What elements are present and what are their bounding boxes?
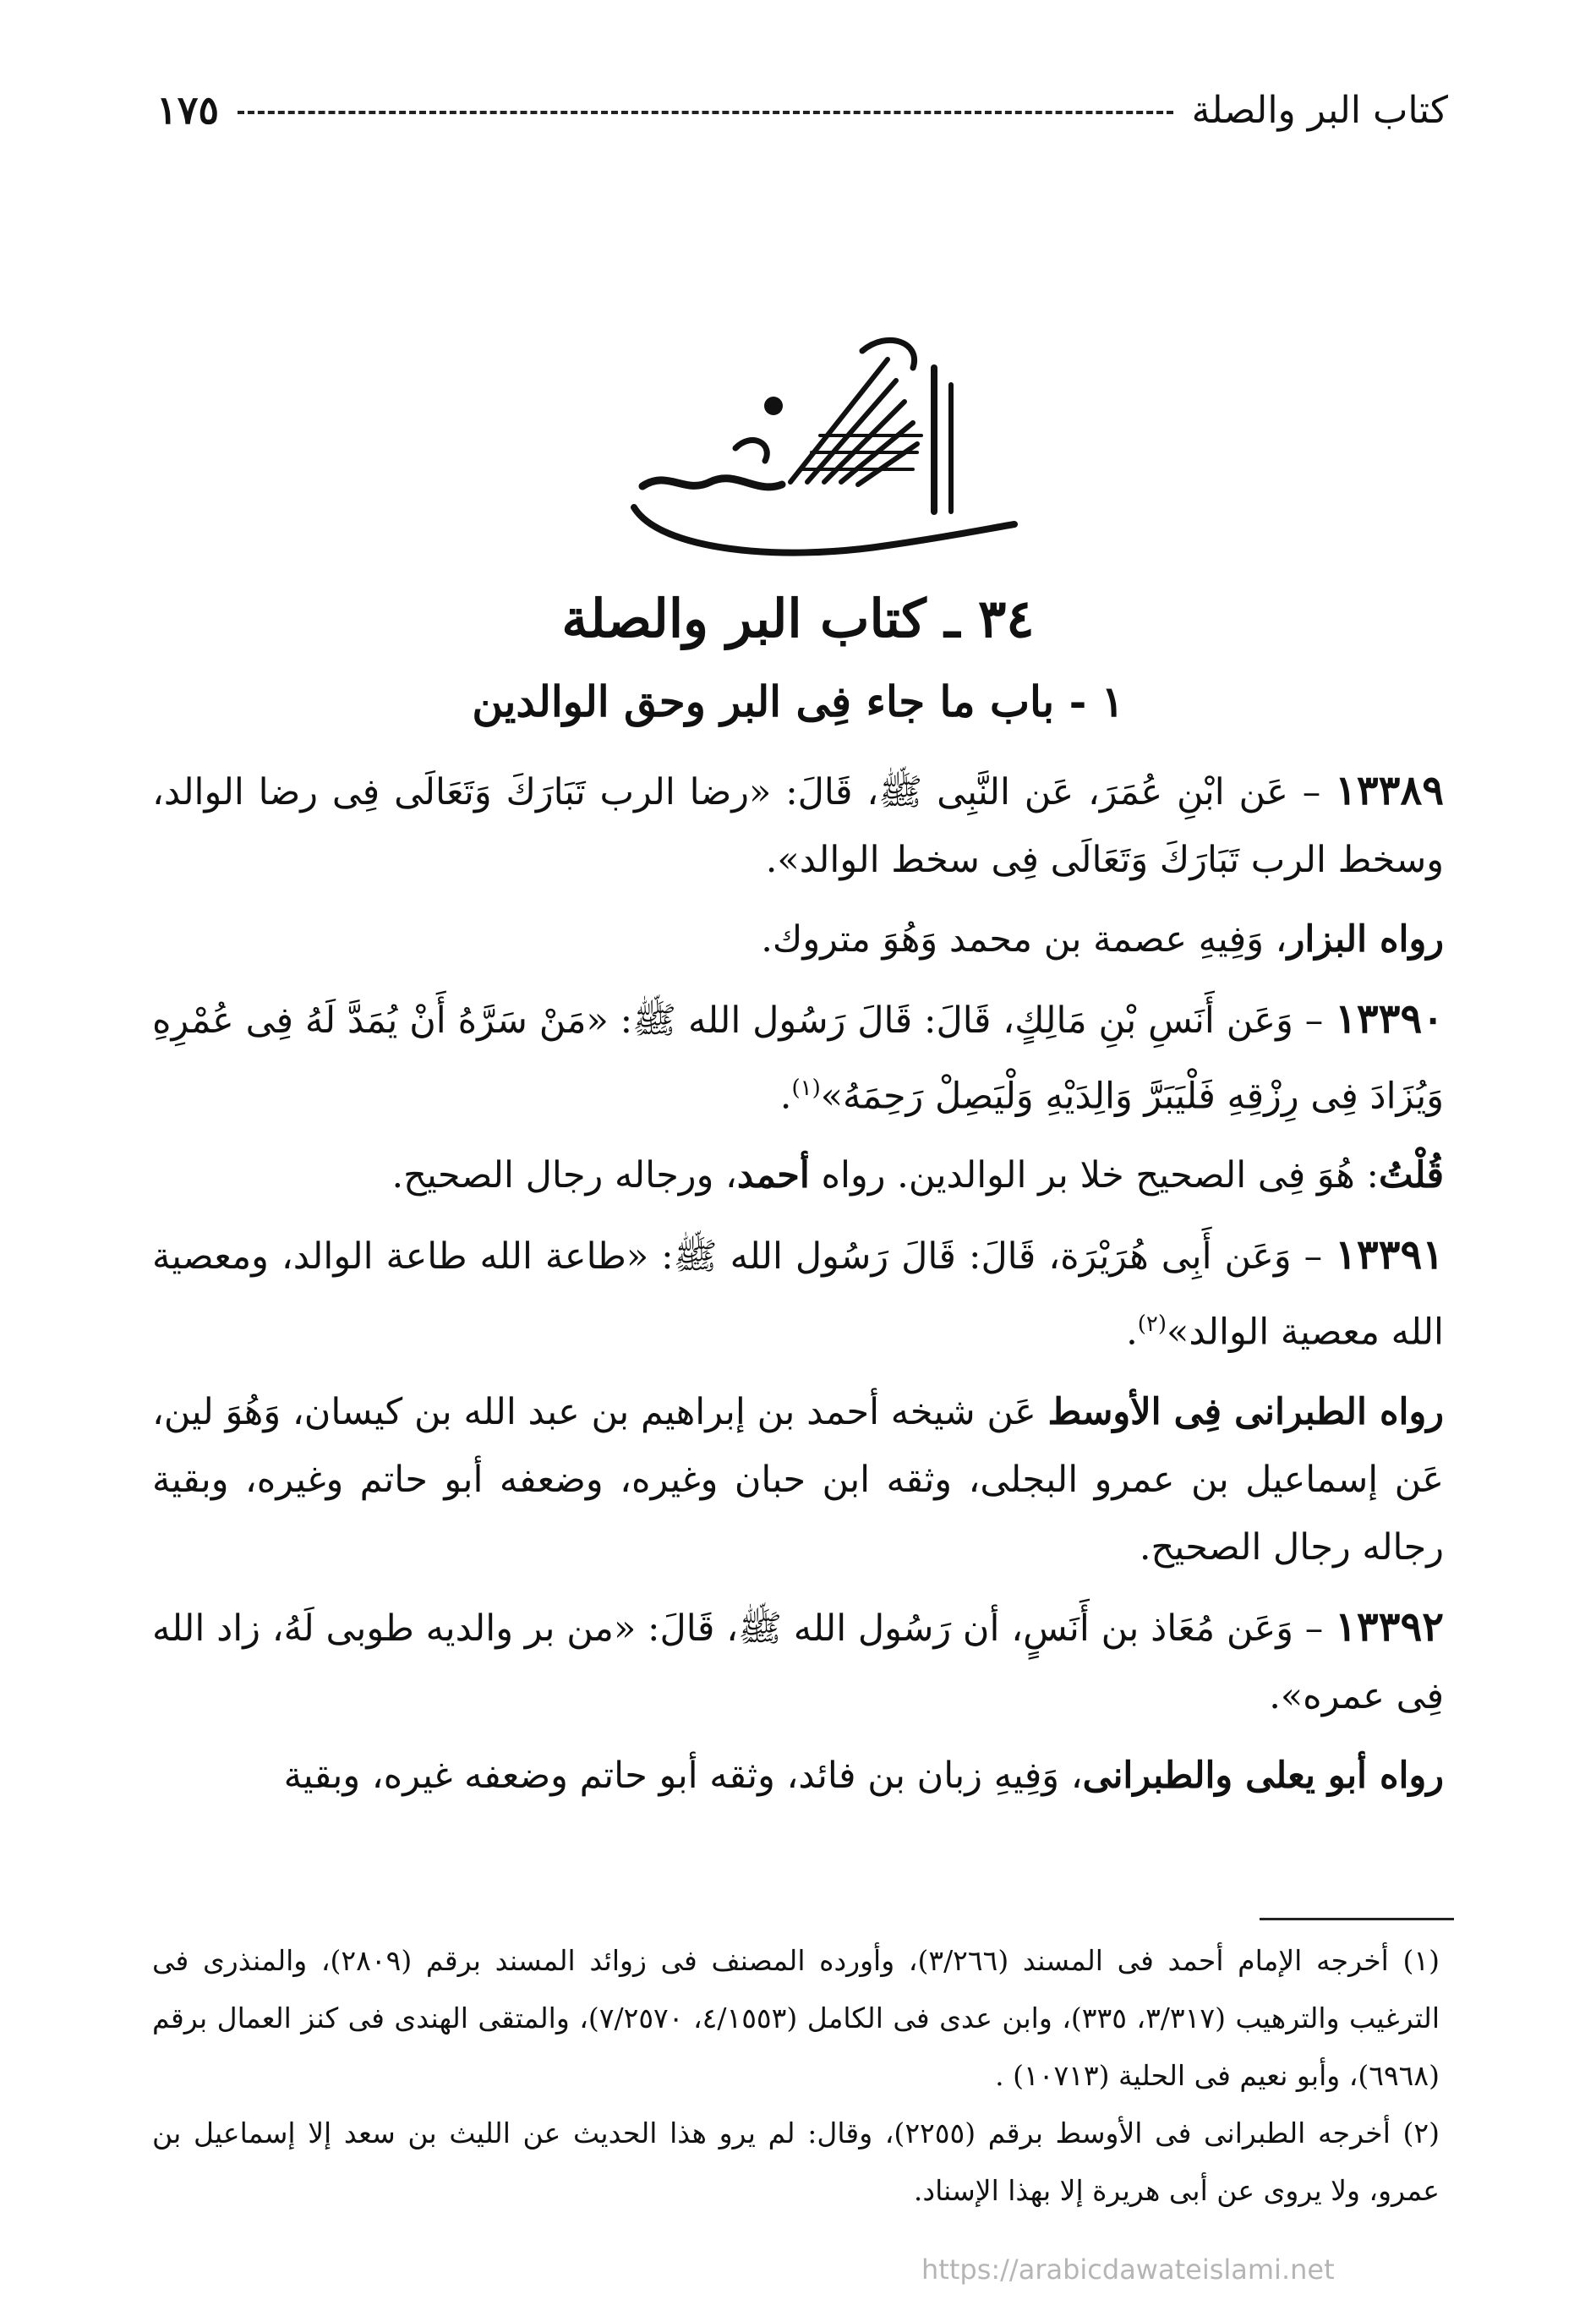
commentary <box>152 1378 1444 1581</box>
header-dashed-rule <box>238 111 1172 114</box>
commentary-source: أحمد <box>736 1154 810 1197</box>
commentary-source: رواه الطبرانى فِى الأوسط <box>1047 1390 1444 1433</box>
footnote-2: (٢) أخرجه الطبرانى فى الأوسط برقم (٢٢٥٥)، وقال: لم يرو هذا الحديث عن الليث بن سعد إلا إسماعيل بن عمرو، ولا يروى عن أبى هريرة إلا بهذا الإسناد. <box>152 2117 1440 2207</box>
hadith-13390 <box>152 985 1444 1130</box>
hadith-13392 <box>152 1593 1444 1730</box>
basmala-calligraphy <box>609 334 1031 588</box>
chapter-title: ١ - باب ما جاء فِى البر وحق الوالدين <box>472 676 1124 726</box>
footnotes <box>152 1932 1440 2220</box>
commentary-source: رواه أبو يعلى والطبرانى <box>1082 1754 1444 1797</box>
commentary-text: ، وَفِيهِ زبان بن فائد، وثقه أبو حاتم وضعفه غيره، وبقية <box>283 1754 1083 1797</box>
hadith-text: – وَعَن مُعَاذ بن أَنَسٍ، أن رَسُول الله ﷺ، قَالَ: «من بر والديه طوبى لَهُ، زاد الله فِى عمره». <box>152 1607 1444 1717</box>
header-book-name: كتاب البر والصلة <box>1191 88 1448 132</box>
commentary <box>152 906 1444 973</box>
hadith-text: – وَعَن أَنَسِ بْنِ مَالِكٍ، قَالَ: قَالَ رَسُول الله ﷺ: «مَنْ سَرَّهُ أَنْ يُمَدَّ لَهُ فِى عُمْرِهِ وَيُزَادَ فِى رِزْقِهِ فَلْيَبَرَّ وَالِدَيْهِ وَلْيَصِلْ رَحِمَهُ» <box>152 999 1444 1118</box>
watermark-url: https://arabicdawateislami.net <box>921 2253 1335 2286</box>
book-title: ٣٤ ـ كتاب البر والصلة <box>561 588 1035 649</box>
commentary-text: عَن شيخه أحمد بن إبراهيم بن عبد الله بن كيسان، وَهُوَ لين، عَن إسماعيل بن عمرو البجلى، وثقه ابن حبان وغيره، وضعفه أبو حاتم وغيره، وبقية رجاله رجال الصحيح. <box>152 1390 1444 1569</box>
hadith-13391 <box>152 1221 1444 1366</box>
body-text <box>152 757 1444 1821</box>
page-number: ١٧٥ <box>156 87 220 133</box>
hadith-number: ١٣٣٩٠ <box>1335 995 1445 1043</box>
commentary-text: ، ورجاله رجال الصحيح. <box>391 1154 737 1197</box>
footnote-divider <box>1260 1918 1454 1920</box>
commentary <box>152 1142 1444 1209</box>
commentary-source: رواه البزار <box>1287 918 1444 961</box>
hadith-number: ١٣٣٩٢ <box>1335 1602 1444 1651</box>
hadith-number: ١٣٣٨٩ <box>1335 767 1445 814</box>
footnote-ref: (٢) <box>1137 1312 1167 1338</box>
hadith-13389 <box>152 757 1444 894</box>
footnote-1: (١) أخرجه الإمام أحمد فى المسند (٣/٢٦٦)، وأورده المصنف فى زوائد المسند برقم (٢٨٠٩)، والمنذرى فى الترغيب والترهيب (٣/٣١٧، ٣٣٥)، وابن عدى فى الكامل (٤/١٥٥٣، ٧/٢٥٧٠)، والمتقى الهندى فى كنز العمال برقم (٦٩٦٨)، وأبو نعيم فى الحلية (١٠٧١٣) . <box>152 1944 1440 2092</box>
commentary <box>152 1742 1444 1810</box>
hadith-text: – عَن ابْنِ عُمَرَ، عَن النَّبِى ﷺ، قَالَ: «رضا الرب تَبَارَكَ وَتَعَالَى فِى رضا الوالد، وسخط الرب تَبَارَكَ وَتَعَالَى فِى سخط الوالد». <box>152 771 1444 881</box>
commentary-lead: قُلْتُ <box>1378 1154 1444 1197</box>
hadith-text: – وَعَن أَبِى هُرَيْرَة، قَالَ: قَالَ رَسُول الله ﷺ: «طاعة الله طاعة الوالد، ومعصية الله معصية الوالد» <box>152 1235 1444 1354</box>
commentary-text: : هُوَ فِى الصحيح خلا بر الوالدين. رواه <box>809 1154 1379 1197</box>
hadith-number: ١٣٣٩١ <box>1335 1231 1444 1279</box>
hadith-end: . <box>779 1075 792 1118</box>
footnote-ref: (١) <box>791 1076 821 1101</box>
commentary-text: ، وَفِيهِ عصمة بن محمد وَهُوَ متروك. <box>761 918 1287 961</box>
running-header <box>156 80 1448 140</box>
hadith-end: . <box>1126 1311 1138 1354</box>
